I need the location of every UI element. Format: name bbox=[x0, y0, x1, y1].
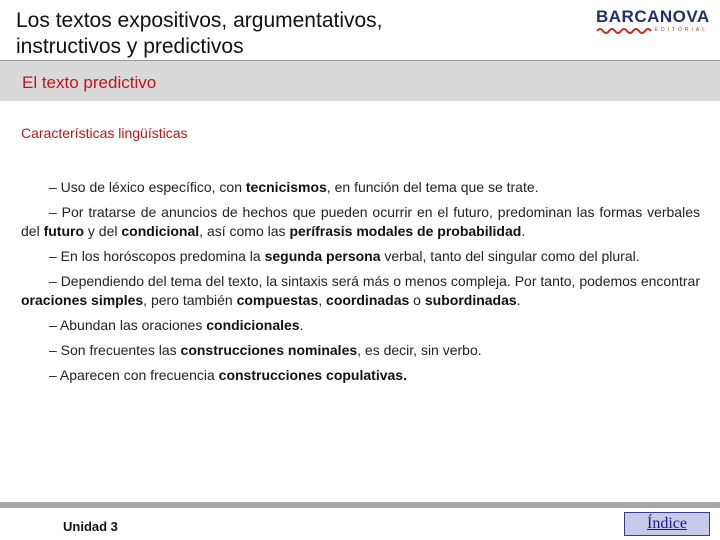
text-run: – En los horóscopos predomina la bbox=[49, 248, 265, 264]
bold-term: condicionales bbox=[206, 317, 300, 333]
text-run: o bbox=[409, 292, 425, 308]
logo-wave-icon bbox=[596, 27, 654, 35]
text-run: verbal, tanto del singular como del plural. bbox=[380, 248, 640, 264]
title-line-2: instructivos y predictivos bbox=[16, 35, 244, 58]
bold-term: coordinadas bbox=[326, 292, 410, 308]
text-run: y del bbox=[84, 223, 122, 239]
bold-term: oraciones simples bbox=[21, 292, 144, 308]
text-run: , así como las bbox=[199, 223, 290, 239]
logo-subtext: EDITORIAL bbox=[654, 27, 708, 33]
text-run: – Uso de léxico específico, con bbox=[49, 179, 246, 195]
title-line-1: Los textos expositivos, argumentativos, bbox=[16, 9, 383, 32]
paragraph-copulativas bbox=[21, 366, 700, 385]
content-subheading: Características lingüísticas bbox=[21, 125, 188, 141]
bold-term: segunda persona bbox=[264, 248, 381, 264]
bold-term: subordinadas bbox=[424, 292, 517, 308]
text-run: , bbox=[318, 292, 327, 308]
bold-term: construcciones copulativas. bbox=[218, 367, 407, 383]
text-run: , pero también bbox=[143, 292, 237, 308]
index-button[interactable]: Índice bbox=[624, 512, 710, 536]
bold-term: construcciones nominales bbox=[180, 342, 358, 358]
text-run: , es decir, sin verbo. bbox=[357, 342, 482, 358]
bold-term: futuro bbox=[43, 223, 85, 239]
footer-divider bbox=[0, 502, 720, 508]
paragraph-condicionales bbox=[21, 316, 700, 335]
paragraph-horoscopos bbox=[21, 247, 700, 266]
section-title: El texto predictivo bbox=[22, 73, 157, 92]
bold-term: condicional bbox=[121, 223, 200, 239]
text-run: – Por tratarse de anuncios de hechos que pueden ocurrir en el futuro, predominan las formas verbales del bbox=[21, 204, 700, 239]
text-run: , en función del tema que se trate. bbox=[326, 179, 539, 195]
text-run: – Son frecuentes las bbox=[49, 342, 181, 358]
section-bar bbox=[0, 60, 720, 101]
text-run: . bbox=[516, 292, 521, 308]
slide-title bbox=[16, 8, 536, 60]
paragraph-formas-verbales bbox=[21, 203, 700, 241]
bold-term: tecnicismos bbox=[245, 179, 327, 195]
content-body bbox=[21, 124, 700, 391]
paragraph-sintaxis bbox=[21, 272, 700, 310]
bold-term: perífrasis modales de probabilidad bbox=[289, 223, 522, 239]
paragraph-nominales bbox=[21, 341, 700, 360]
bold-term: compuestas bbox=[236, 292, 319, 308]
text-run: . bbox=[299, 317, 304, 333]
slide-header bbox=[0, 0, 720, 60]
paragraph-lexico bbox=[21, 178, 700, 197]
text-run: – Dependiendo del tema del texto, la sintaxis será más o menos compleja. Por tanto, podemos encontrar bbox=[49, 273, 700, 289]
text-run: – Abundan las oraciones bbox=[49, 317, 207, 333]
unit-label: Unidad 3 bbox=[63, 519, 118, 534]
publisher-logo bbox=[596, 7, 712, 39]
text-run: . bbox=[521, 223, 526, 239]
logo-wordmark: BARCANOVA bbox=[596, 7, 710, 26]
text-run: – Aparecen con frecuencia bbox=[49, 367, 219, 383]
